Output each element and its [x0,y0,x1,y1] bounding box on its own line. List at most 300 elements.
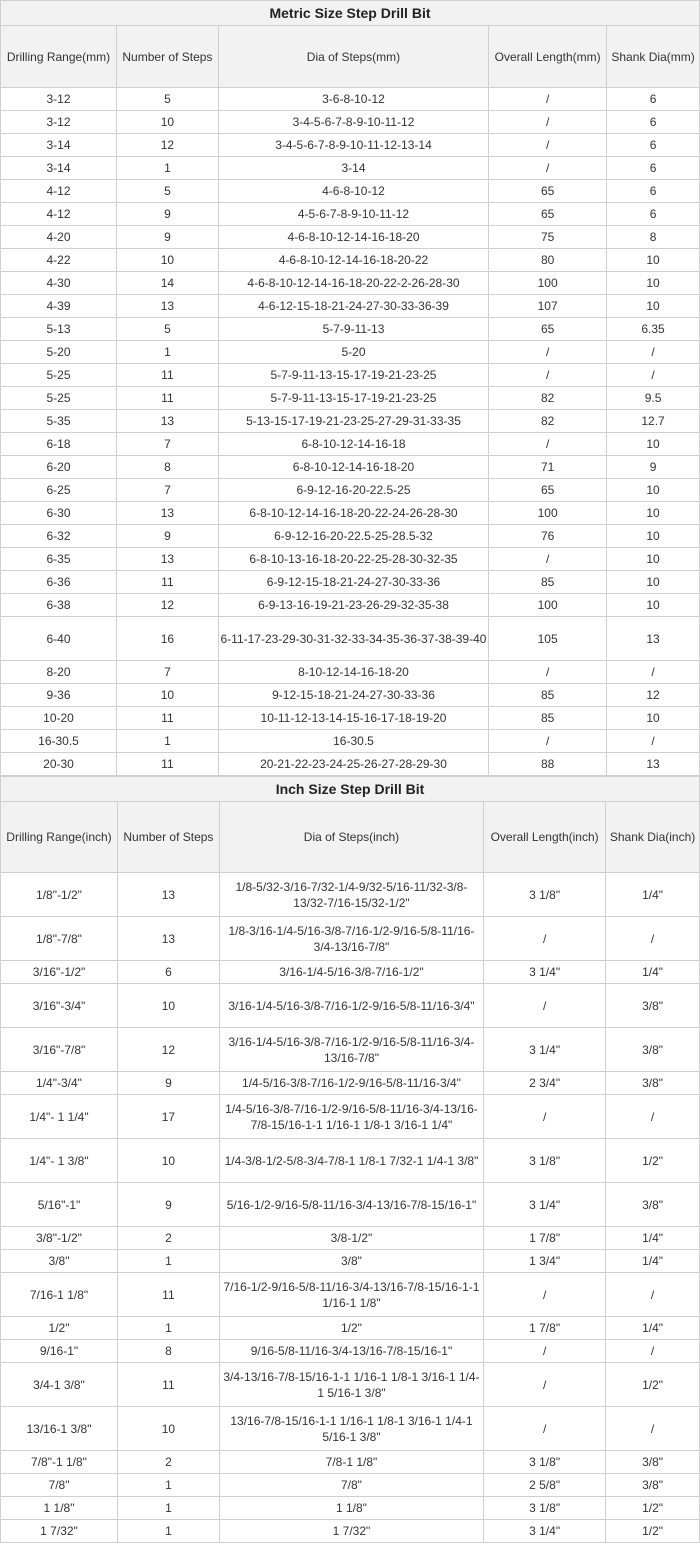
table-row [1,134,700,157]
range-cell: 3/16"-1/2" [1,961,118,984]
length-cell: 71 [489,456,607,479]
range-cell: 5-20 [1,341,117,364]
range-cell: 4-39 [1,295,117,318]
table-row [1,1250,700,1273]
length-cell: / [489,88,607,111]
dia-cell: 6-8-10-12-14-16-18-20 [218,456,488,479]
steps-cell: 5 [116,88,218,111]
range-cell: 5-25 [1,387,117,410]
steps-cell: 1 [117,1497,219,1520]
shank-cell: / [607,341,700,364]
length-cell: / [484,1095,606,1139]
length-cell: / [489,134,607,157]
length-cell: 3 1/8" [484,1451,606,1474]
dia-cell: 7/8" [219,1474,483,1497]
range-cell: 4-22 [1,249,117,272]
shank-cell: 6 [607,134,700,157]
shank-cell: 3/8" [606,1028,700,1072]
dia-cell: 5-7-9-11-13-15-17-19-21-23-25 [218,387,488,410]
metric-header-steps: Number of Steps [116,26,218,88]
shank-cell: 6 [607,157,700,180]
shank-cell: 10 [607,594,700,617]
dia-cell: 9/16-5/8-11/16-3/4-13/16-7/8-15/16-1" [219,1340,483,1363]
table-row [1,961,700,984]
range-cell: 6-40 [1,617,117,661]
dia-cell: 3-6-8-10-12 [218,88,488,111]
table-row [1,873,700,917]
dia-cell: 5-7-9-11-13-15-17-19-21-23-25 [218,364,488,387]
range-cell: 3/8"-1/2" [1,1227,118,1250]
table-row [1,364,700,387]
table-row [1,387,700,410]
steps-cell: 12 [116,594,218,617]
dia-cell: 3/16-1/4-5/16-3/8-7/16-1/2" [219,961,483,984]
shank-cell: 1/2" [606,1363,700,1407]
table-row [1,707,700,730]
table-row [1,1520,700,1543]
inch-header-dia: Dia of Steps(inch) [219,802,483,873]
shank-cell: 1/4" [606,1317,700,1340]
steps-cell: 11 [117,1273,219,1317]
length-cell: / [489,341,607,364]
dia-cell: 16-30.5 [218,730,488,753]
range-cell: 1/8"-1/2" [1,873,118,917]
range-cell: 6-25 [1,479,117,502]
length-cell: / [489,730,607,753]
steps-cell: 14 [116,272,218,295]
inch-header-range: Drilling Range(inch) [1,802,118,873]
table-row [1,1317,700,1340]
steps-cell: 11 [116,387,218,410]
dia-cell: 6-9-13-16-19-21-23-26-29-32-35-38 [218,594,488,617]
shank-cell: 3/8" [606,1183,700,1227]
length-cell: 65 [489,203,607,226]
dia-cell: 7/16-1/2-9/16-5/8-11/16-3/4-13/16-7/8-15/16-1-1 1/16-1 1/8" [219,1273,483,1317]
length-cell: 105 [489,617,607,661]
table-row [1,684,700,707]
table-row [1,157,700,180]
steps-cell: 9 [117,1072,219,1095]
shank-cell: 1/4" [606,1250,700,1273]
length-cell: 3 1/4" [484,1028,606,1072]
table-row [1,548,700,571]
shank-cell: 6.35 [607,318,700,341]
dia-cell: 4-5-6-7-8-9-10-11-12 [218,203,488,226]
table-row [1,753,700,776]
length-cell: 3 1/8" [484,1497,606,1520]
dia-cell: 6-8-10-12-14-16-18 [218,433,488,456]
shank-cell: 10 [607,272,700,295]
table-row [1,1028,700,1072]
steps-cell: 10 [117,984,219,1028]
steps-cell: 11 [116,571,218,594]
shank-cell: 10 [607,433,700,456]
length-cell: / [489,661,607,684]
shank-cell: 3/8" [606,984,700,1028]
steps-cell: 1 [117,1250,219,1273]
length-cell: / [484,1273,606,1317]
table-row [1,111,700,134]
shank-cell: / [607,364,700,387]
shank-cell: 9.5 [607,387,700,410]
steps-cell: 16 [116,617,218,661]
length-cell: / [484,1407,606,1451]
shank-cell: 10 [607,571,700,594]
table-row [1,1183,700,1227]
range-cell: 3/4-1 3/8" [1,1363,118,1407]
dia-cell: 4-6-8-10-12-14-16-18-20-22-2-26-28-30 [218,272,488,295]
length-cell: / [484,1340,606,1363]
steps-cell: 9 [116,226,218,249]
length-cell: / [489,548,607,571]
dia-cell: 5-13-15-17-19-21-23-25-27-29-31-33-35 [218,410,488,433]
table-row [1,249,700,272]
dia-cell: 4-6-8-10-12 [218,180,488,203]
steps-cell: 2 [117,1227,219,1250]
dia-cell: 5-7-9-11-13 [218,318,488,341]
steps-cell: 13 [116,502,218,525]
dia-cell: 3-14 [218,157,488,180]
shank-cell: 10 [607,479,700,502]
dia-cell: 3/16-1/4-5/16-3/8-7/16-1/2-9/16-5/8-11/16-3/4" [219,984,483,1028]
metric-header-length: Overall Length(mm) [489,26,607,88]
length-cell: / [489,433,607,456]
shank-cell: / [606,1407,700,1451]
steps-cell: 13 [117,873,219,917]
shank-cell: 10 [607,707,700,730]
steps-cell: 13 [116,410,218,433]
dia-cell: 9-12-15-18-21-24-27-30-33-36 [218,684,488,707]
steps-cell: 9 [116,525,218,548]
length-cell: 107 [489,295,607,318]
length-cell: / [489,157,607,180]
dia-cell: 5-20 [218,341,488,364]
range-cell: 6-20 [1,456,117,479]
shank-cell: 3/8" [606,1072,700,1095]
dia-cell: 4-6-12-15-18-21-24-27-30-33-36-39 [218,295,488,318]
range-cell: 3/8" [1,1250,118,1273]
length-cell: / [489,364,607,387]
dia-cell: 5/16-1/2-9/16-5/8-11/16-3/4-13/16-7/8-15/16-1" [219,1183,483,1227]
steps-cell: 5 [116,180,218,203]
steps-cell: 13 [116,548,218,571]
table-row [1,1451,700,1474]
table-row [1,180,700,203]
inch-table-title: Inch Size Step Drill Bit [1,777,700,802]
dia-cell: 3/8" [219,1250,483,1273]
shank-cell: / [607,730,700,753]
table-row [1,730,700,753]
shank-cell: 10 [607,502,700,525]
shank-cell: 6 [607,180,700,203]
table-row [1,1363,700,1407]
range-cell: 1 1/8" [1,1497,118,1520]
dia-cell: 3/4-13/16-7/8-15/16-1-1 1/16-1 1/8-1 3/16-1 1/4-1 5/16-1 3/8" [219,1363,483,1407]
steps-cell: 11 [116,364,218,387]
range-cell: 20-30 [1,753,117,776]
inch-header-shank: Shank Dia(inch) [606,802,700,873]
steps-cell: 10 [116,684,218,707]
dia-cell: 1/4-5/16-3/8-7/16-1/2-9/16-5/8-11/16-3/4-13/16-7/8-15/16-1-1 1/16-1 1/8-1 3/16-1 1/4" [219,1095,483,1139]
range-cell: 6-32 [1,525,117,548]
shank-cell: / [606,917,700,961]
length-cell: 75 [489,226,607,249]
table-row [1,295,700,318]
dia-cell: 3-4-5-6-7-8-9-10-11-12 [218,111,488,134]
table-row [1,226,700,249]
inch-header-steps: Number of Steps [117,802,219,873]
range-cell: 4-20 [1,226,117,249]
table-row [1,456,700,479]
shank-cell: 1/4" [606,961,700,984]
table-row [1,1474,700,1497]
steps-cell: 10 [116,111,218,134]
steps-cell: 2 [117,1451,219,1474]
table-row [1,525,700,548]
range-cell: 6-30 [1,502,117,525]
steps-cell: 1 [116,341,218,364]
metric-table [0,0,700,776]
dia-cell: 6-9-12-16-20-22.5-25-28.5-32 [218,525,488,548]
table-row [1,410,700,433]
range-cell: 8-20 [1,661,117,684]
length-cell: 65 [489,479,607,502]
table-row [1,1497,700,1520]
steps-cell: 11 [117,1363,219,1407]
steps-cell: 8 [117,1340,219,1363]
length-cell: 3 1/8" [484,873,606,917]
table-row [1,1072,700,1095]
shank-cell: / [606,1340,700,1363]
range-cell: 6-35 [1,548,117,571]
shank-cell: 1/2" [606,1497,700,1520]
range-cell: 1/8"-7/8" [1,917,118,961]
range-cell: 4-12 [1,180,117,203]
length-cell: 2 3/4" [484,1072,606,1095]
steps-cell: 6 [117,961,219,984]
dia-cell: 1 1/8" [219,1497,483,1520]
range-cell: 4-12 [1,203,117,226]
length-cell: 3 1/4" [484,961,606,984]
shank-cell: 8 [607,226,700,249]
steps-cell: 10 [117,1407,219,1451]
dia-cell: 8-10-12-14-16-18-20 [218,661,488,684]
shank-cell: 13 [607,753,700,776]
table-row [1,318,700,341]
length-cell: 3 1/4" [484,1520,606,1543]
range-cell: 9/16-1" [1,1340,118,1363]
shank-cell: 6 [607,203,700,226]
length-cell: 1 3/4" [484,1250,606,1273]
table-row [1,984,700,1028]
steps-cell: 1 [116,157,218,180]
shank-cell: 10 [607,525,700,548]
metric-header-shank: Shank Dia(mm) [607,26,700,88]
length-cell: 88 [489,753,607,776]
table-row [1,1139,700,1183]
dia-cell: 3-4-5-6-7-8-9-10-11-12-13-14 [218,134,488,157]
length-cell: 100 [489,594,607,617]
length-cell: 82 [489,410,607,433]
steps-cell: 11 [116,753,218,776]
dia-cell: 1/4-3/8-1/2-5/8-3/4-7/8-1 1/8-1 7/32-1 1/4-1 3/8" [219,1139,483,1183]
range-cell: 1/2" [1,1317,118,1340]
range-cell: 5-25 [1,364,117,387]
shank-cell: / [607,661,700,684]
table-row [1,479,700,502]
dia-cell: 1/8-5/32-3/16-7/32-1/4-9/32-5/16-11/32-3/8-13/32-7/16-15/32-1/2" [219,873,483,917]
table-row [1,341,700,364]
range-cell: 6-18 [1,433,117,456]
length-cell: 65 [489,318,607,341]
range-cell: 13/16-1 3/8" [1,1407,118,1451]
dia-cell: 3/16-1/4-5/16-3/8-7/16-1/2-9/16-5/8-11/16-3/4-13/16-7/8" [219,1028,483,1072]
steps-cell: 9 [117,1183,219,1227]
dia-cell: 13/16-7/8-15/16-1-1 1/16-1 1/8-1 3/16-1 1/4-1 5/16-1 3/8" [219,1407,483,1451]
length-cell: 76 [489,525,607,548]
metric-header-dia: Dia of Steps(mm) [218,26,488,88]
shank-cell: 10 [607,295,700,318]
shank-cell: 12 [607,684,700,707]
length-cell: / [484,1363,606,1407]
table-row [1,272,700,295]
metric-table-title: Metric Size Step Drill Bit [1,1,700,26]
length-cell: / [484,984,606,1028]
shank-cell: 3/8" [606,1451,700,1474]
length-cell: 3 1/4" [484,1183,606,1227]
range-cell: 16-30.5 [1,730,117,753]
steps-cell: 17 [117,1095,219,1139]
table-row [1,88,700,111]
dia-cell: 6-9-12-16-20-22.5-25 [218,479,488,502]
inch-header-length: Overall Length(inch) [484,802,606,873]
range-cell: 3-14 [1,134,117,157]
range-cell: 3-12 [1,88,117,111]
dia-cell: 3/8-1/2" [219,1227,483,1250]
shank-cell: 1/2" [606,1139,700,1183]
length-cell: 3 1/8" [484,1139,606,1183]
steps-cell: 13 [116,295,218,318]
table-row [1,1273,700,1317]
metric-header-range: Drilling Range(mm) [1,26,117,88]
table-row [1,1227,700,1250]
steps-cell: 12 [117,1028,219,1072]
dia-cell: 4-6-8-10-12-14-16-18-20-22 [218,249,488,272]
steps-cell: 1 [117,1474,219,1497]
length-cell: / [489,111,607,134]
steps-cell: 10 [117,1139,219,1183]
length-cell: 1 7/8" [484,1317,606,1340]
length-cell: 100 [489,502,607,525]
range-cell: 3/16"-7/8" [1,1028,118,1072]
shank-cell: 12.7 [607,410,700,433]
range-cell: 3-14 [1,157,117,180]
length-cell: 85 [489,707,607,730]
shank-cell: 6 [607,88,700,111]
shank-cell: 3/8" [606,1474,700,1497]
range-cell: 5-13 [1,318,117,341]
range-cell: 7/16-1 1/8" [1,1273,118,1317]
shank-cell: 10 [607,249,700,272]
table-row [1,617,700,661]
shank-cell: 10 [607,548,700,571]
range-cell: 1/4"- 1 3/8" [1,1139,118,1183]
range-cell: 1/4"- 1 1/4" [1,1095,118,1139]
range-cell: 3/16"-3/4" [1,984,118,1028]
length-cell: 2 5/8" [484,1474,606,1497]
dia-cell: 7/8-1 1/8" [219,1451,483,1474]
table-row [1,1340,700,1363]
length-cell: 82 [489,387,607,410]
steps-cell: 9 [116,203,218,226]
range-cell: 7/8" [1,1474,118,1497]
shank-cell: / [606,1273,700,1317]
shank-cell: 6 [607,111,700,134]
shank-cell: 1/4" [606,873,700,917]
dia-cell: 1/8-3/16-1/4-5/16-3/8-7/16-1/2-9/16-5/8-11/16-3/4-13/16-7/8" [219,917,483,961]
length-cell: 85 [489,571,607,594]
dia-cell: 6-8-10-13-16-18-20-22-25-28-30-32-35 [218,548,488,571]
steps-cell: 1 [117,1520,219,1543]
table-row [1,594,700,617]
dia-cell: 1 7/32" [219,1520,483,1543]
length-cell: 100 [489,272,607,295]
length-cell: / [484,917,606,961]
steps-cell: 5 [116,318,218,341]
steps-cell: 7 [116,479,218,502]
table-row [1,502,700,525]
steps-cell: 13 [117,917,219,961]
range-cell: 1 7/32" [1,1520,118,1543]
table-row [1,917,700,961]
steps-cell: 11 [116,707,218,730]
dia-cell: 6-9-12-15-18-21-24-27-30-33-36 [218,571,488,594]
length-cell: 85 [489,684,607,707]
steps-cell: 1 [117,1317,219,1340]
range-cell: 6-36 [1,571,117,594]
steps-cell: 10 [116,249,218,272]
shank-cell: / [606,1095,700,1139]
steps-cell: 7 [116,433,218,456]
table-row [1,433,700,456]
dia-cell: 10-11-12-13-14-15-16-17-18-19-20 [218,707,488,730]
dia-cell: 4-6-8-10-12-14-16-18-20 [218,226,488,249]
table-row [1,571,700,594]
table-row [1,203,700,226]
length-cell: 65 [489,180,607,203]
steps-cell: 12 [116,134,218,157]
shank-cell: 9 [607,456,700,479]
dia-cell: 1/4-5/16-3/8-7/16-1/2-9/16-5/8-11/16-3/4" [219,1072,483,1095]
range-cell: 5-35 [1,410,117,433]
range-cell: 9-36 [1,684,117,707]
shank-cell: 1/2" [606,1520,700,1543]
table-row [1,1407,700,1451]
steps-cell: 1 [116,730,218,753]
length-cell: 1 7/8" [484,1227,606,1250]
dia-cell: 6-8-10-12-14-16-18-20-22-24-26-28-30 [218,502,488,525]
range-cell: 4-30 [1,272,117,295]
range-cell: 10-20 [1,707,117,730]
shank-cell: 13 [607,617,700,661]
range-cell: 3-12 [1,111,117,134]
range-cell: 7/8"-1 1/8" [1,1451,118,1474]
dia-cell: 1/2" [219,1317,483,1340]
length-cell: 80 [489,249,607,272]
range-cell: 5/16"-1" [1,1183,118,1227]
dia-cell: 6-11-17-23-29-30-31-32-33-34-35-36-37-38-39-40 [218,617,488,661]
range-cell: 1/4"-3/4" [1,1072,118,1095]
